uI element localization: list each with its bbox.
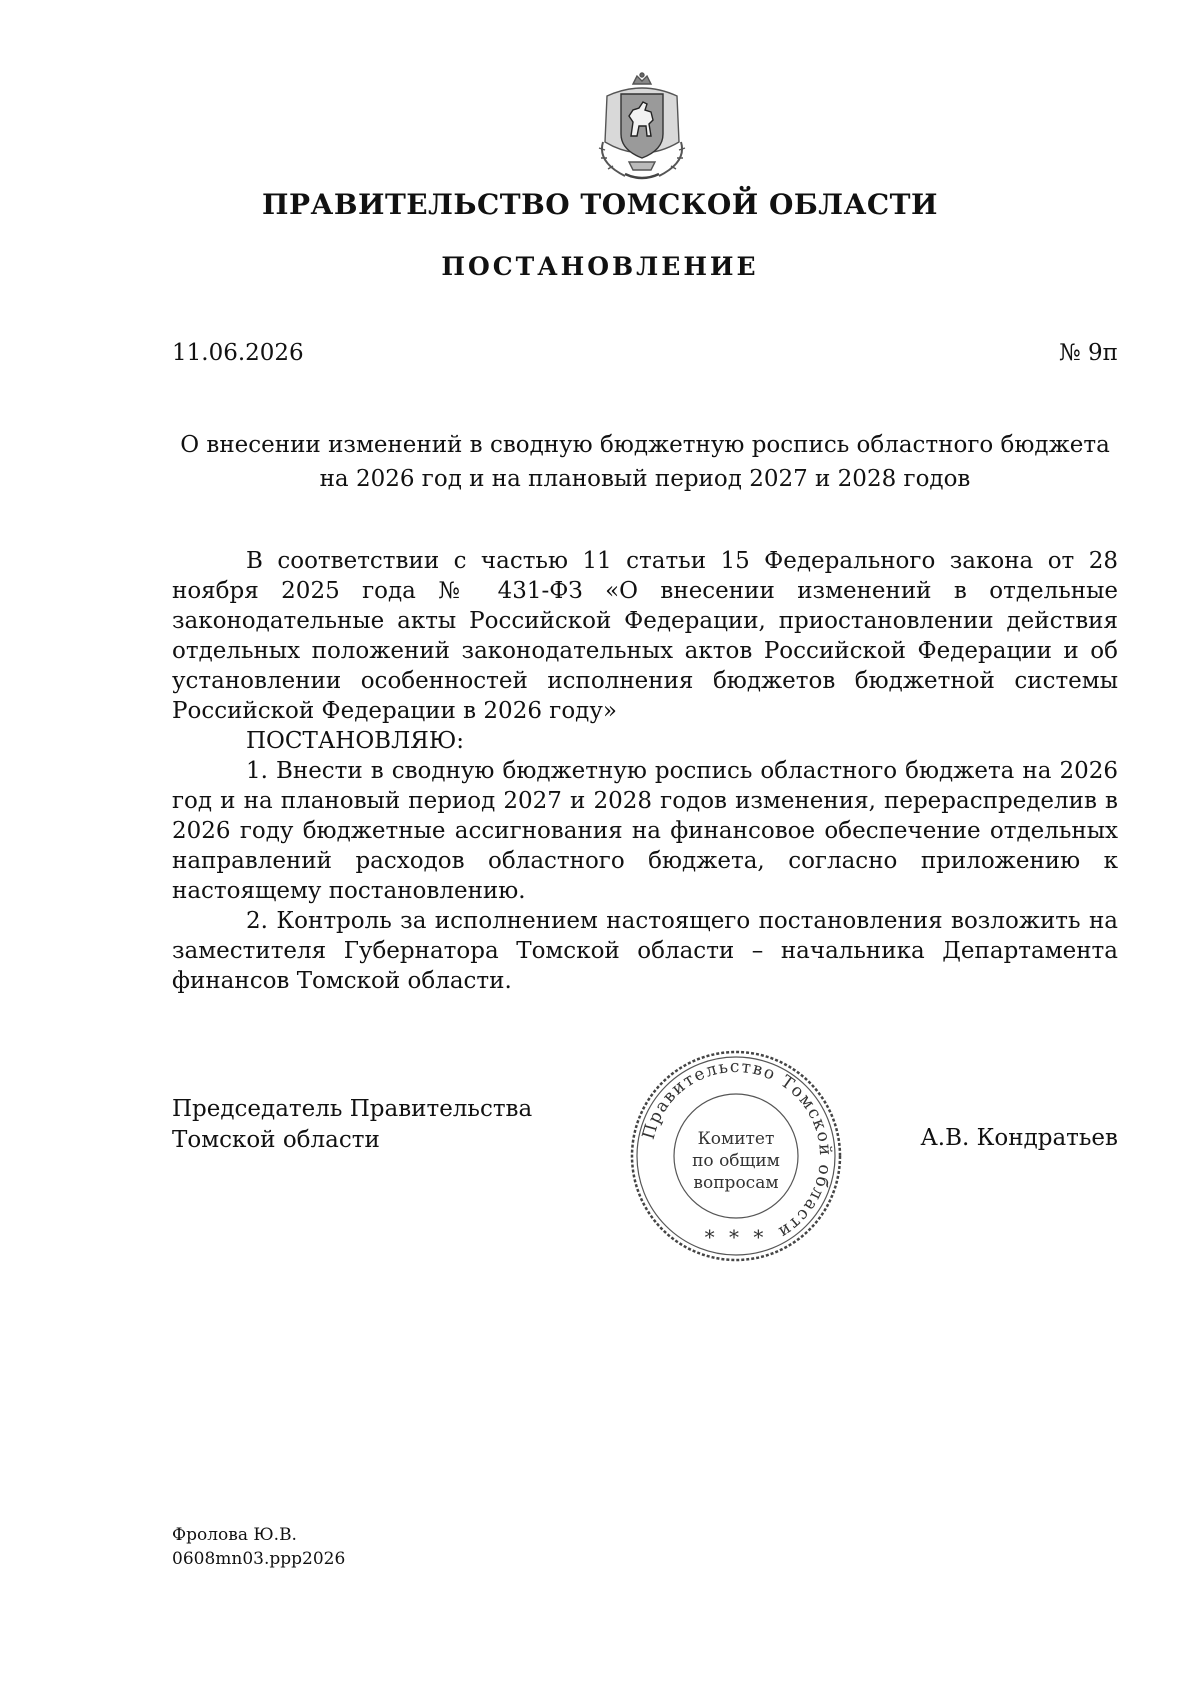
signer-position-line-2: Томской области [172, 1127, 380, 1153]
executor-name: Фролова Ю.В. [172, 1525, 297, 1545]
seal-center-line-2: по общим [692, 1151, 780, 1171]
seal-center-line-3: вопросам [693, 1173, 779, 1193]
seal-stars: * * * [704, 1225, 768, 1249]
resolve-heading: ПОСТАНОВЛЯЮ: [246, 728, 465, 754]
signer-position-line-1: Председатель Правительства [172, 1096, 533, 1122]
document-type-title: ПОСТАНОВЛЕНИЕ [441, 252, 759, 281]
official-seal [626, 1046, 846, 1266]
document-date: 11.06.2026 [172, 340, 304, 366]
clause-2: 2. Контроль за исполнением настоящего постановления возложить на заместителя Губернатора Томской области – начальника Департамента финансов Томской области. [172, 908, 1118, 994]
document-body [172, 546, 1118, 996]
document-number: № 9п [1058, 340, 1118, 366]
organization-title: ПРАВИТЕЛЬСТВО ТОМСКОЙ ОБЛАСТИ [262, 188, 938, 221]
preamble-paragraph: В соответствии с частью 11 статьи 15 Федерального закона от 28 ноября 2025 года № 431-ФЗ «О внесении изменений в отдельные законодательные акты Российской Федерации, приостановлении действия отдельных положений законодательных актов Российской Федерации и об установлении особенностей исполнения бюджетов бюджетной системы Российской Федерации в 2026 году» [172, 548, 1118, 724]
seal-ring-text: Правительство Томской области [638, 1056, 836, 1243]
clause-1: 1. Внести в сводную бюджетную роспись областного бюджета на 2026 год и на плановый период 2027 и 2028 годов изменения, перераспределив в 2026 году бюджетные ассигнования на финансовое обеспечение отдельных направлений расходов областного бюджета, согласно приложению к настоящему постановлению. [172, 758, 1118, 904]
signer-position [172, 1094, 532, 1156]
coat-of-arms-emblem [585, 72, 699, 186]
document-subject [172, 428, 1118, 496]
svg-text:Правительство Томской области [639, 1057, 836, 1243]
file-code: 0608mn03.ppp2026 [172, 1549, 346, 1569]
seal-center-line-1: Комитет [697, 1129, 775, 1149]
signer-name: А.В. Кондратьев [920, 1125, 1118, 1151]
executor-info [172, 1523, 345, 1571]
subject-line-1: О внесении изменений в сводную бюджетную роспись областного бюджета [180, 432, 1110, 458]
subject-line-2: на 2026 год и на плановый период 2027 и 2028 годов [319, 466, 971, 492]
